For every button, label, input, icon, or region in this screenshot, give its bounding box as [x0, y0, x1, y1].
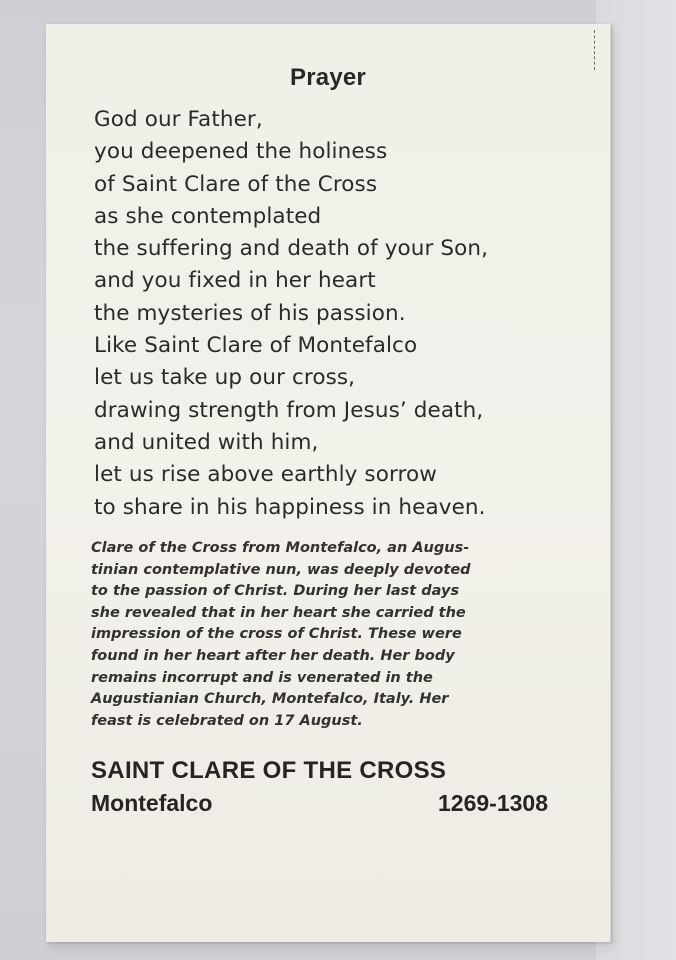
biography-line: tinian contemplative nun, was deeply devoted: [91, 561, 471, 578]
prayer-line: the mysteries of his passion.: [94, 300, 406, 326]
prayer-line: drawing strength from Jesus’ death,: [94, 397, 484, 423]
prayer-line: and you fixed in her heart: [94, 268, 376, 294]
prayer-line: the suffering and death of your Son,: [94, 236, 489, 262]
biography-line: Clare of the Cross from Montefalco, an Augus-: [91, 540, 470, 556]
prayer-line: Like Saint Clare of Montefalco: [94, 333, 418, 359]
prayer-line: you deepened the holiness: [94, 139, 388, 165]
prayer-line: God our Father,: [94, 107, 263, 132]
biography-line: remains incorrupt and is venerated in the: [91, 669, 433, 686]
prayer-line: and united with him,: [94, 429, 319, 455]
prayer-line: to share in his happiness in heaven.: [94, 494, 486, 520]
prayer-line: let us rise above earthly sorrow: [94, 462, 437, 488]
prayer-line: let us take up our cross,: [94, 365, 356, 391]
saint-name: SAINT CLARE OF THE CROSS: [91, 757, 447, 784]
prayer-line: of Saint Clare of the Cross: [94, 171, 378, 197]
saint-place: Montefalco: [91, 790, 213, 816]
biography-line: to the passion of Christ. During her last days: [91, 583, 460, 600]
biography-line: she revealed that in her heart she carried the: [91, 604, 466, 621]
prayer-text: [94, 104, 594, 524]
prayer-card: [46, 24, 611, 942]
prayer-line: as she contemplated: [94, 203, 322, 229]
biography-line: Augustianian Church, Montefalco, Italy. Her: [91, 691, 449, 708]
biography-line: found in her heart after her death. Her body: [91, 647, 455, 664]
saint-biography: [91, 538, 553, 732]
biography-line: impression of the cross of Christ. These were: [91, 626, 462, 643]
card-title: Prayer: [290, 64, 366, 91]
biography-line: feast is celebrated on 17 August.: [91, 712, 363, 729]
saint-years: 1269-1308: [438, 790, 548, 816]
